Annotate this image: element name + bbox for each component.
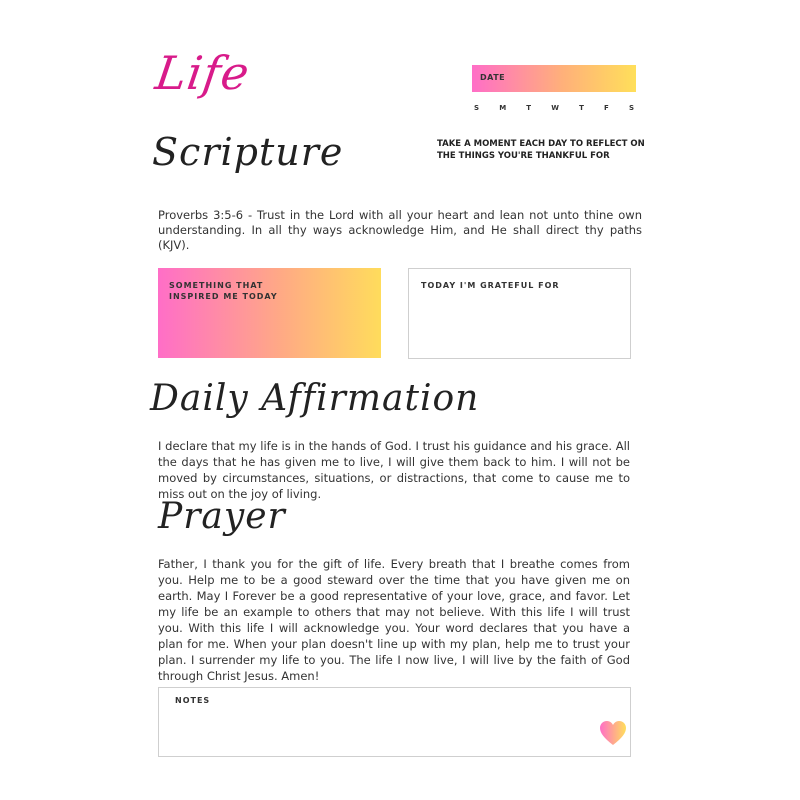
date-field[interactable]	[472, 65, 636, 92]
notes-box[interactable]	[158, 687, 631, 757]
weekday-selector	[474, 104, 634, 112]
notes-label: NOTES	[175, 696, 211, 705]
reflect-prompt: TAKE A MOMENT EACH DAY TO REFLECT ON THE THINGS YOU'RE THANKFUL FOR	[437, 139, 645, 161]
day-monday[interactable]: M	[499, 104, 507, 112]
affirmation-heading: Daily Affirmation	[150, 378, 480, 419]
inspired-label: SOMETHING THAT INSPIRED ME TODAY	[169, 281, 278, 301]
day-friday[interactable]: F	[604, 104, 609, 112]
page-title: Life	[152, 46, 254, 100]
day-thursday[interactable]: T	[579, 104, 584, 112]
day-saturday[interactable]: S	[628, 104, 634, 112]
prayer-text: Father, I thank you for the gift of life. Every breath that I breathe comes from you. Help me to be a good steward over the time that you have given me on earth. May I Forever be a good representative of your love, grace, and favor. Let my life be an example to others that may not believe. With this life I will trust you. With this life I will acknowledge you. Your word declares that you have a plan for me. When your plan doesn't line up with my plan, help me to trust your plan. I surrender my life to you. The life I now live, I will live by the faith of God through Christ Jesus. Amen!	[158, 557, 630, 683]
affirmation-text: I declare that my life is in the hands of God. I trust his guidance and his grace. All the days that he has given me to live, I will give them back to him. I will not be moved by circumstances, situations, or distractions, that come to cause me to miss out on the joy of living.	[158, 439, 630, 501]
inspired-box[interactable]	[158, 268, 381, 358]
scripture-text: Proverbs 3:5-6 - Trust in the Lord with all your heart and lean not unto thine own understanding. In all thy ways acknowledge Him, and He shall direct thy paths (KJV).	[158, 208, 642, 252]
scripture-heading: Scripture	[152, 130, 344, 174]
day-tuesday[interactable]: T	[526, 104, 532, 112]
heart-icon	[599, 720, 627, 746]
grateful-label: TODAY I'M GRATEFUL FOR	[421, 281, 560, 290]
grateful-box[interactable]	[408, 268, 631, 359]
day-wednesday[interactable]: W	[551, 104, 559, 112]
date-label: DATE	[480, 73, 506, 82]
day-sunday[interactable]: S	[474, 104, 480, 112]
prayer-heading: Prayer	[158, 496, 286, 537]
